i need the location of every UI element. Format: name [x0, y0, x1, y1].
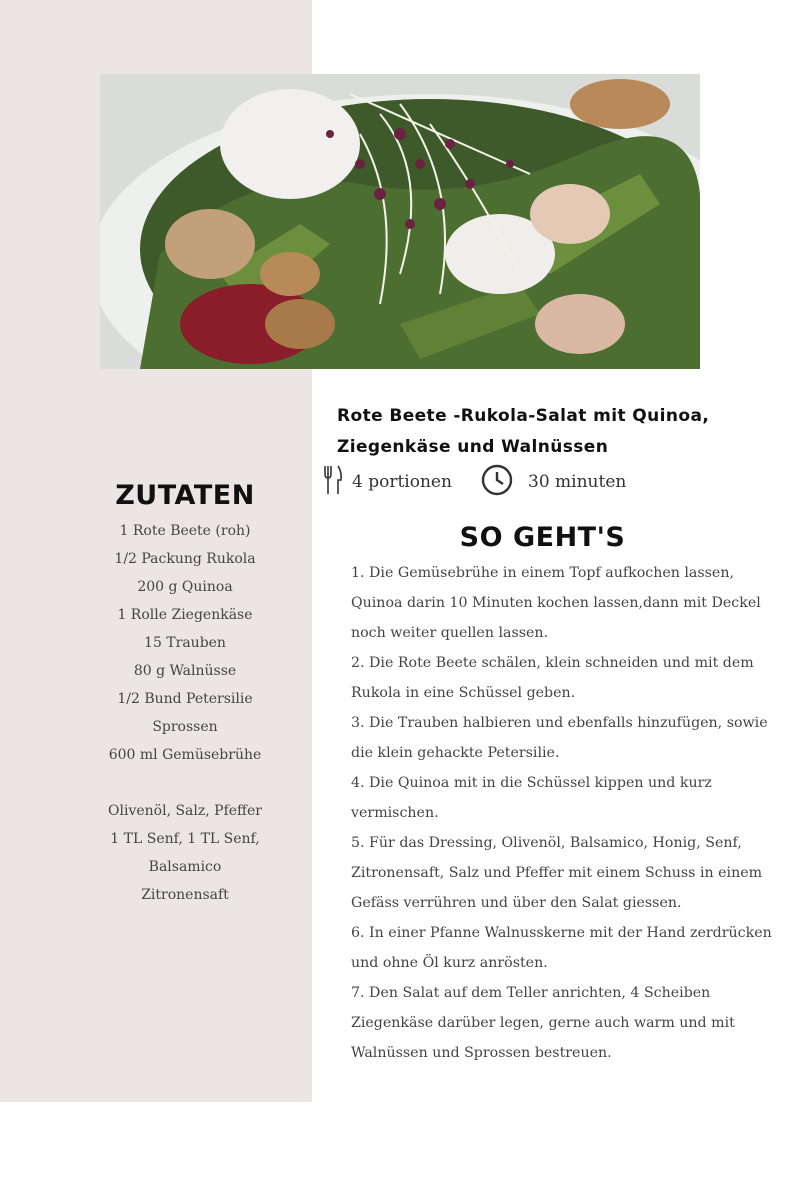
step-item: 5. Für das Dressing, Olivenöl, Balsamico, Honig, Senf, Zitronensaft, Salz und Pfeffer mit einem Schuss in einem Gefäss verrühren und über den Salat giessen.: [351, 835, 763, 911]
clock-icon: [480, 463, 514, 501]
ingredient-item: 80 g Walnüsse: [133, 663, 237, 679]
ingredient-item: 15 Trauben: [144, 635, 226, 651]
steps-heading: SO GEHT'S: [459, 522, 626, 553]
time-info: [480, 462, 626, 502]
steps-list: [351, 558, 776, 1068]
salad-photo: [100, 74, 700, 369]
ingredients-heading: ZUTATEN: [115, 480, 255, 511]
ingredient-item: 1/2 Bund Petersilie: [117, 691, 253, 707]
ingredient-item: 1 Rolle Ziegenkäse: [117, 607, 253, 623]
step-item: 1. Die Gemüsebrühe in einem Topf aufkochen lassen, Quinoa darin 10 Minuten kochen lassen,dann mit Deckel noch weiter quellen lassen.: [351, 565, 761, 641]
ingredients-list: [60, 517, 310, 909]
step-item: 3. Die Trauben halbieren und ebenfalls hinzufügen, sowie die klein gehackte Petersilie.: [351, 715, 768, 761]
step-item: 6. In einer Pfanne Walnusskerne mit der Hand zerdrücken und ohne Öl kurz anrösten.: [351, 925, 772, 971]
ingredient-item: Zitronensaft: [141, 887, 229, 903]
step-item: 4. Die Quinoa mit in die Schüssel kippen und kurz vermischen.: [351, 775, 712, 821]
recipe-title: [337, 401, 777, 463]
recipe-title-line2: Ziegenkäse und Walnüssen: [337, 437, 609, 457]
ingredient-item: 200 g Quinoa: [137, 579, 233, 595]
ingredient-item: Sprossen: [152, 719, 218, 735]
ingredient-item: 1 TL Senf, 1 TL Senf,: [110, 831, 260, 847]
time-text: 30 minuten: [528, 472, 627, 492]
step-item: 7. Den Salat auf dem Teller anrichten, 4 Scheiben Ziegenkäse darüber legen, gerne auch warm und mit Walnüssen und Sprossen bestreuen.: [351, 985, 735, 1061]
ingredient-item: 600 ml Gemüsebrühe: [108, 747, 262, 763]
fork-knife-icon: [322, 464, 344, 500]
ingredient-item: 1/2 Packung Rukola: [114, 551, 256, 567]
ingredient-item: 1 Rote Beete (roh): [119, 523, 251, 539]
recipe-title-line1: Rote Beete -Rukola-Salat mit Quinoa,: [337, 406, 710, 426]
portions-info: [322, 462, 452, 502]
portions-text: 4 portionen: [352, 472, 452, 492]
ingredient-item: Olivenöl, Salz, Pfeffer: [108, 803, 262, 819]
ingredient-item: Balsamico: [148, 859, 222, 875]
step-item: 2. Die Rote Beete schälen, klein schneiden und mit dem Rukola in eine Schüssel geben.: [351, 655, 754, 701]
